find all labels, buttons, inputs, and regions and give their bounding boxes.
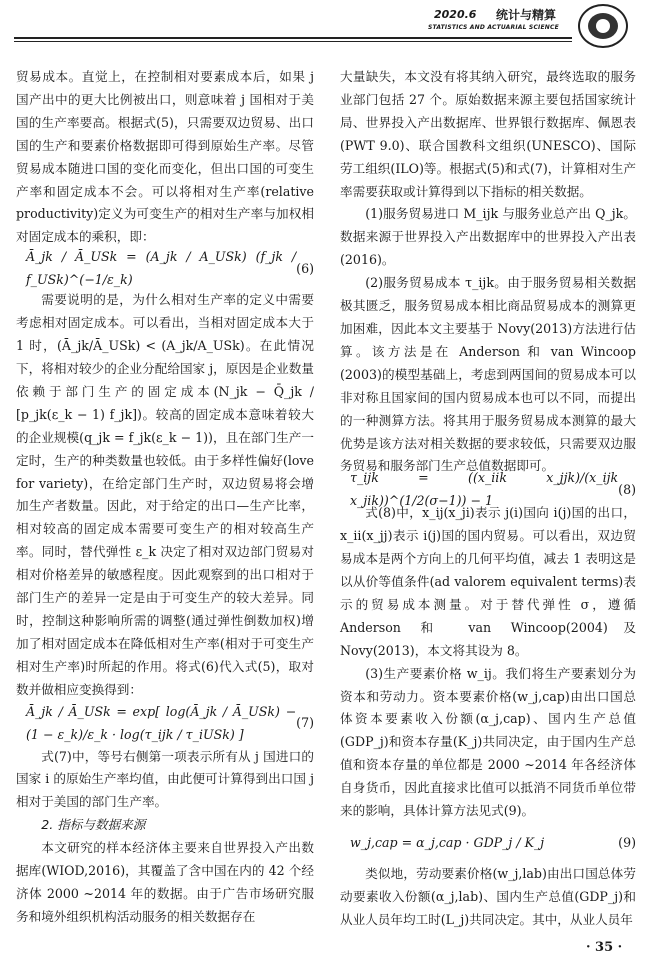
paragraph: 需要说明的是，为什么相对生产率的定义中需要考虑相对固定成本。可以看出，当相对固定成本大于 1 时，(Ā_jk/Ā_USk) < (A_jk/A_USk)。在此情况下，将相对较少的企业分配给国家 j，原因是企业数量依赖于部门生产的固定成本(N_jk − Q̄_jk / [p_jk(ε_k − 1) f_jk])。较高的固定成本意味着较大的企业规模(q_jk = f_jk(ε_k − 1))，且在部门生产一定时，生产的种类数量也较低。由于多样性偏好(love for variety)，在给定部门生产时，双边贸易将会增加生产者数量。因此，对于给定的出口—生产比率，相对较高的固定成本需要可变生产的相对较高生产率。同时，替代弹性 ε_k 决定了相对双边部门贸易对相对价格差异的敏感程度。因此观察到的出口相对于部门生产的差异一定是由于可变生产的较大差异。同时，控制这种影响所需的调整(通过弹性倒数加权)增加了相对固定成本在降低相对生产率(相对于可变生产相对生产率)时所起的作用。将式(6)代入式(5)，取对数并做相应变换得到： — [16, 292, 314, 697]
equation-8 — [340, 470, 636, 509]
paragraph: (1)服务贸易进口 M_ijk 与服务业总产出 Q_jk。数据来源于世界投入产出数据库中的世界投入产出表(2016)。 — [340, 206, 636, 268]
paragraph: 本文研究的样本经济体主要来自世界投入产出数据库(WIOD,2016)，其覆盖了含中国在内的 42 个经济体 2000 ~2014 年的数据。由于广告市场研究服务和境外组织机构活动服务的相关数据存在 — [16, 840, 314, 924]
journal-subtitle: STATISTICS AND ACTUARIAL SCIENCE — [428, 24, 559, 31]
page-number: · 35 · — [586, 940, 623, 955]
equation-number: (9) — [618, 834, 636, 850]
paragraph: 大量缺失，本文没有将其纳入研究，最终选取的服务业部门包括 27 个。原始数据来源主要包括国家统计局、世界投入产出数据库、世界银行数据库、佩恩表(PWT 9.0)、联合国教科文组织(UNESCO)、国际劳工组织(ILO)等。根据式(5)和式(7)，计算相对生产率需要获取或计算得到以下指标的相关数据。 — [340, 69, 636, 199]
equation-body: Ā_jk / Ā_USk = (A_jk / A_USk) (f_jk / f_USk)^(−1/ε_k) — [26, 249, 297, 288]
page-header — [0, 0, 650, 56]
paragraph: 贸易成本。直觉上，在控制相对要素成本后，如果 j 国产出中的更大比例被出口，则意味着 j 国相对于美国的生产率要高。根据式(5)，只需要双边贸易、出口国的生产和要素价格数据即可得到原始生产率。尽管贸易成本随进口国的变化而变化，但出口国的可变生产率和固定成本不会。可以将相对生产率(relative productivity)定义为可变生产的相对生产率与加权相对固定成本的乘积，即： — [16, 69, 314, 245]
equation-number: (6) — [296, 260, 314, 276]
issue-number: 2020.6 — [434, 8, 477, 21]
section-heading: 2. 指标与数据来源 — [41, 817, 146, 833]
paragraph: 式(8)中，x_ij(x_ji)表示 j(i)国向 i(j)国的出口，x_ii(x_jj)表示 i(j)国的国内贸易。可以看出，双边贸易成本是两个方向上的几何平均值，减去 1 表明这是以从价等值条件(ad valorem equivalent terms)表示的贸易成本测量。对于替代弹性 σ，遵循 Anderson 和 van Wincoop(2004)及 Novy(2013)，本文将其设为 8。 — [340, 505, 636, 658]
journal-title: 统计与精算 — [496, 8, 557, 22]
equation-number: (7) — [296, 715, 314, 731]
paragraph: 类似地，劳动要素价格(w_j,lab)由出口国总体劳动要素收入份额(α_j,lab)、国内生产总值(GDP_j)和从业人员年均工时(L_j)共同决定。其中，从业人员年 — [340, 866, 636, 927]
header-rule-thin — [14, 41, 572, 42]
right-column — [340, 66, 636, 932]
header-rule — [14, 37, 572, 39]
equation-body: w_j,cap = α_j,cap · GDP_j / K_j — [350, 834, 545, 850]
journal-logo — [578, 4, 628, 48]
equation-number: (8) — [618, 481, 636, 497]
left-column — [16, 66, 314, 929]
paragraph: (3)生产要素价格 w_ij。我们将生产要素划分为资本和劳动力。资本要素价格(w_j,cap)由出口国总体资本要素收入份额(α_j,cap)、国内生产总值(GDP_j)和资本存量(K_j)共同决定，由于国内生产总值和资本存量的单位都是 2000 ~2014 年各经济体自身货币，因此直接求比值可以抵消不同货币单位带来的影响，具体计算方法见式(9)。 — [340, 665, 636, 819]
paragraph: (2)服务贸易成本 τ_ijk。由于服务贸易相关数据极其匮乏，服务贸易成本相比商品贸易成本的测算更加困难，因此本文主要基于 Novy(2013)方法进行估算。该方法是在 Anderson 和 van Wincoop (2003)的模型基础上，考虑到两国间的贸易成本可以非对称且国家间的国内贸易成本也可以不同，而提出的一种测算方法。将其用于服务贸易成本测算的最大优势是该方法对相关数据的要求较低，只需要双边服务贸易和服务部门生产总值数据即可。 — [340, 275, 636, 474]
equation-body: τ_ijk = ((x_iik x_jjk)/(x_ijk x_jik))^(1/2(σ−1)) − 1 — [350, 470, 619, 509]
equation-7 — [16, 702, 314, 746]
equation-body: Ā_jk / Ā_USk = exp[ log(Ā_jk / Ā_USk) − (1 − ε_k)/ε_k · log(τ_ijk / τ_iUSk) ] — [26, 703, 297, 742]
equation-6 — [16, 249, 314, 289]
paragraph: 式(7)中，等号右侧第一项表示所有从 j 国进口的国家 i 的原始生产率均值，由此便可计算得到出口国 j 相对于美国的部门生产率。 — [16, 748, 314, 810]
equation-9 — [340, 823, 636, 863]
